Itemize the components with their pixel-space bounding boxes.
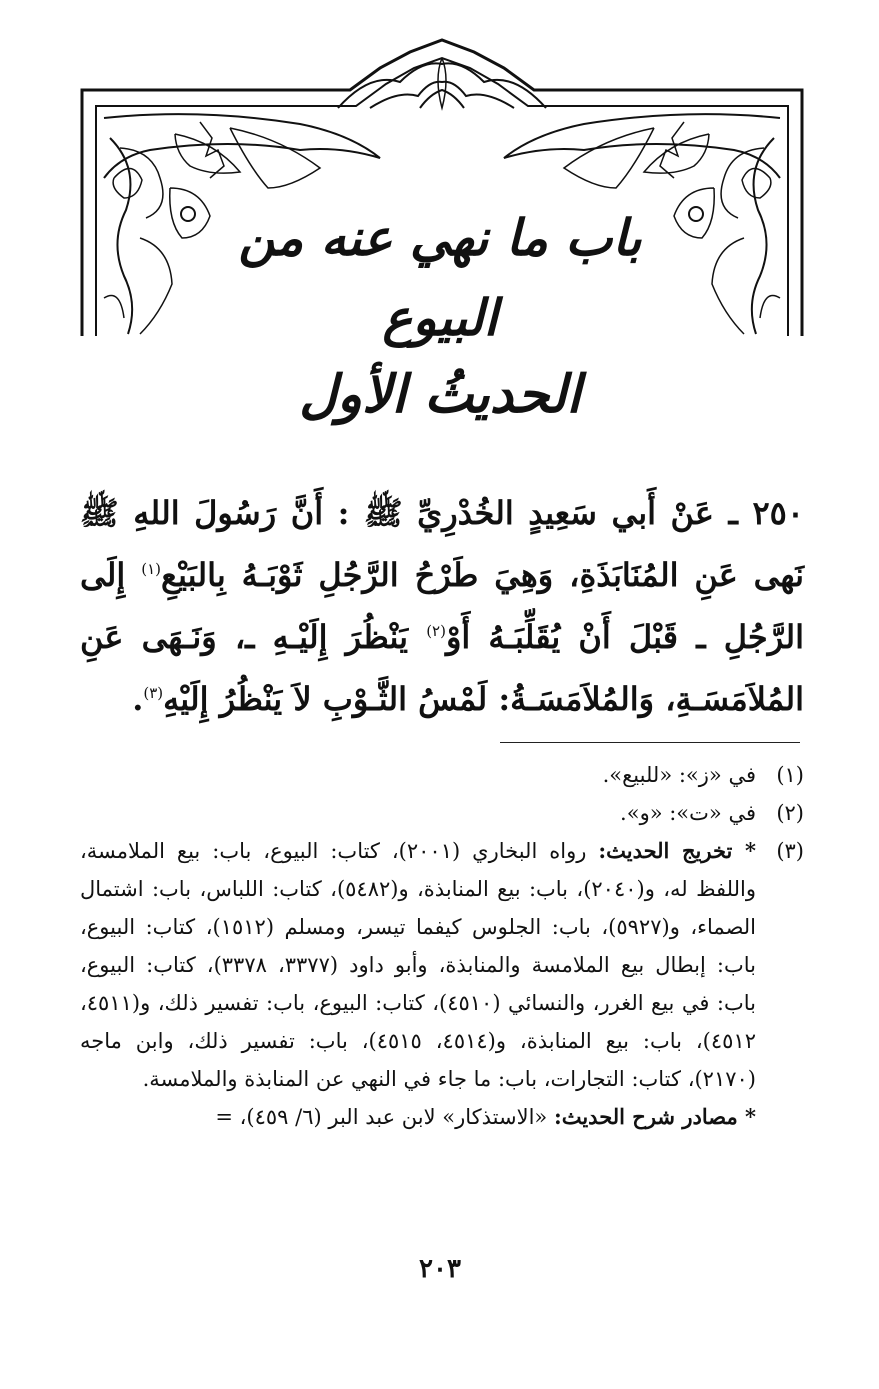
footnote-text [80, 832, 756, 1136]
footnotes [80, 756, 804, 1136]
hadith-segment: يَنْظُرَ إِلَيْـهِ ـ، وَنَـهَى عَنِ المُلاَمَسَـةِ، وَالمُلاَمَسَـةُ: لَمْسُ الثَّـوْبِ لاَ يَنْظُرُ إِلَيْهِ [80, 618, 804, 718]
footnote [80, 756, 804, 794]
footnote-text: في «ت»: «و». [620, 801, 756, 825]
footnote-divider [500, 742, 800, 743]
takhrij-label: * تخريج الحديث: [598, 838, 756, 863]
takhrij-paragraph [80, 832, 756, 1098]
footnote-text: في «ز»: «للبيع». [602, 763, 756, 787]
sources-paragraph [80, 1098, 756, 1136]
sources-label: * مصادر شرح الحديث: [553, 1104, 756, 1129]
footnote-ref[interactable]: (١) [141, 560, 161, 578]
hadith-title: الحديثُ الأول [299, 364, 581, 425]
footnote-ref[interactable]: (٣) [143, 684, 164, 702]
footnote-number: (١) [776, 763, 804, 787]
footnote-number: (٢) [776, 801, 804, 825]
page-number: ٢٠٣ [419, 1254, 461, 1284]
footnote [80, 794, 804, 832]
hadith-segment: إِلَى الرَّجُلِ ـ قَبْلَ أَنْ يُقَلِّبَـهُ أَوْ [80, 556, 805, 656]
chapter-title: باب ما نهي عنه من البيوع [238, 208, 642, 347]
hadith-segment: ٢٥٠ ـ عَنْ أَبي سَعِيدٍ الخُدْرِيِّ ﷺ : أَنَّ رَسُولَ اللهِ ﷺ نَهى عَنِ المُنَابَذَةِ، وَهِيَ طَرْحُ الرَّجُلِ ثَوْبَـهُ بِالبَيْعِ [80, 494, 805, 594]
footnote-ref[interactable]: (٢) [426, 622, 446, 640]
sources-text: «الاستذكار» لابن عبد البر (٦/ ٤٥٩)، = [215, 1105, 554, 1129]
takhrij-text: رواه البخاري (٢٠٠١)، كتاب: البيوع، باب: بيع الملامسة، واللفظ له، و(٢٠٤٠)، باب: بيع المنابذة، و(٥٤٨٢)، كتاب: اللباس، باب: اشتمال الصماء، و(٥٩٢٧)، باب: الجلوس كيفما تيسر، ومسلم (١٥١٢)، كتاب: البيوع، باب: إبطال بيع الملامسة والمنابذة، وأبو داود (٣٣٧٧، ٣٣٧٨)، كتاب: البيوع، باب: في بيع الغرر، والنسائي (٤٥١٠)، كتاب: البيوع، باب: تفسير ذلك، و(٤٥١١، ٤٥١٢)، باب: بيع المنابذة، و(٤٥١٤، ٤٥١٥)، باب: تفسير ذلك، وابن ماجه (٢١٧٠)، كتاب: التجارات، باب: ما جاء في النهي عن المنابذة والملامسة. [80, 839, 757, 1091]
footnote [80, 832, 804, 1136]
hadith-text [80, 482, 804, 730]
hadith-end: . [132, 680, 144, 718]
footnote-number: (٣) [776, 839, 804, 863]
